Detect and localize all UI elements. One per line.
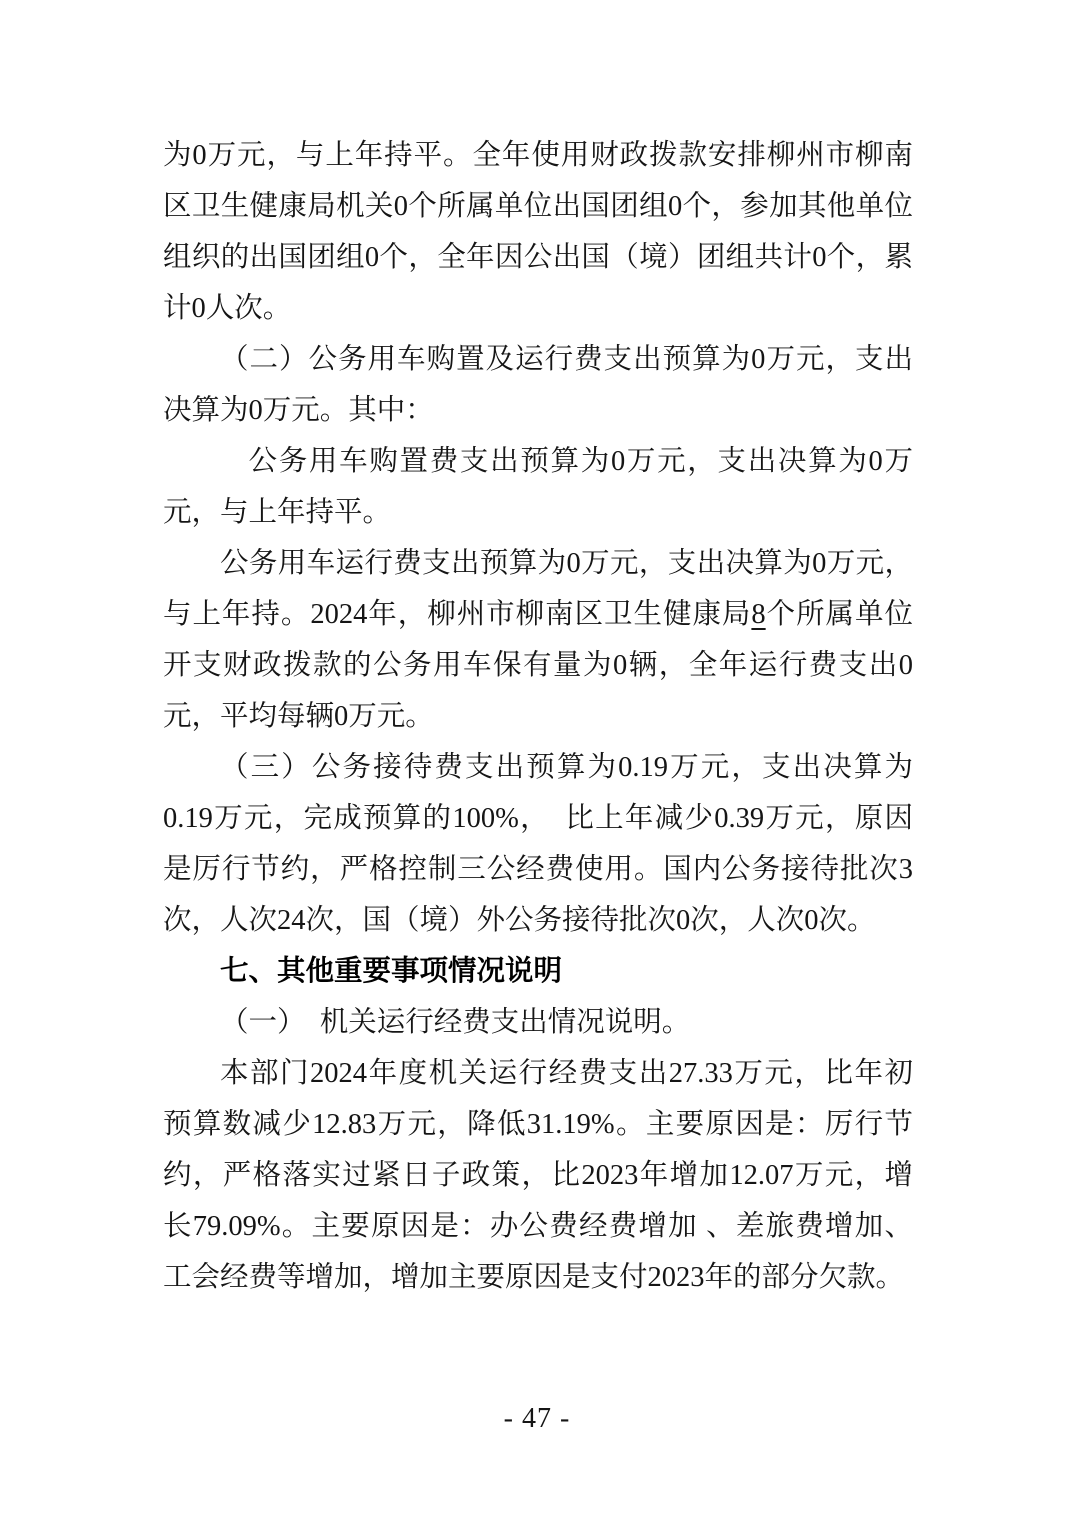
paragraph-subheading-one-operating-expense [163, 997, 913, 1048]
text-segment: 元，平均每辆0万元。 [163, 701, 434, 732]
text-segment: 个所属单位 [765, 599, 913, 630]
text-segment: 次，人次24次，国（境）外公务接待批次0次，人次0次。 [163, 905, 876, 936]
text-line [163, 640, 913, 691]
text-line [163, 283, 913, 334]
text-line [163, 793, 913, 844]
text-line [163, 1252, 913, 1303]
text-segment: 元，与上年持平。 [163, 497, 392, 528]
text-segment: 七、其他重要事项情况说明 [220, 955, 563, 987]
page-number: - 47 - [503, 1403, 571, 1434]
text-segment: （二）公务用车购置及运行费支出预算为0万元，支出 [220, 344, 913, 375]
text-segment: （三）公务接待费支出预算为0.19万元，支出决算为 [220, 752, 913, 783]
heading-section-seven-other-important-matters [163, 946, 913, 997]
paragraph-operating-expense-detail [163, 1048, 913, 1303]
text-line [163, 1150, 913, 1201]
text-line [163, 946, 913, 997]
paragraph-vehicle-purchase-and-operation [163, 334, 913, 436]
text-segment: 长79.09%。主要原因是：办公费经费增加 、差旅费增加、 [163, 1211, 913, 1242]
text-segment: 预算数减少12.83万元，降低31.19%。主要原因是：厉行节 [163, 1109, 913, 1140]
text-line [163, 232, 913, 283]
text-segment: 0.19万元，完成预算的100%， 比上年减少0.39万元，原因 [163, 803, 913, 834]
text-segment: 公务用车购置费支出预算为0万元，支出决算为0万 [248, 446, 913, 477]
text-segment: 区卫生健康局机关0个所属单位出国团组0个，参加其他单位 [163, 191, 913, 222]
text-line [163, 181, 913, 232]
text-line [163, 130, 913, 181]
text-segment: 开支财政拨款的公务用车保有量为0辆，全年运行费支出0 [163, 650, 913, 681]
text-segment: 计0人次。 [163, 293, 292, 324]
text-line [163, 742, 913, 793]
text-line [163, 844, 913, 895]
paragraph-vehicle-purchase-fee [163, 436, 913, 538]
text-line [163, 538, 913, 589]
text-line [163, 334, 913, 385]
text-line [163, 1048, 913, 1099]
text-line [163, 385, 913, 436]
text-segment: 公务用车运行费支出预算为0万元，支出决算为0万元， [220, 548, 913, 579]
text-segment: 工会经费等增加，增加主要原因是支付2023年的部分欠款。 [163, 1262, 905, 1293]
text-segment: 是厉行节约，严格控制三公经费使用。国内公务接待批次3 [163, 854, 913, 885]
text-line [163, 589, 913, 640]
underlined-number: 8 [751, 599, 766, 630]
text-segment: 为0万元，与上年持平。全年使用财政拨款安排柳州市柳南 [163, 140, 913, 171]
text-segment: 与上年持。2024年，柳州市柳南区卫生健康局 [163, 599, 752, 630]
paragraph-foreign-travel-continued [163, 130, 913, 334]
text-line [163, 436, 913, 487]
text-segment: 决算为0万元。其中： [163, 395, 434, 426]
text-segment: 约，严格落实过紧日子政策，比2023年增加12.07万元，增 [163, 1160, 913, 1191]
text-line [163, 1201, 913, 1252]
text-segment: 本部门2024年度机关运行经费支出27.33万元，比年初 [220, 1058, 913, 1089]
paragraph-official-reception-fee [163, 742, 913, 946]
text-segment: （一） 机关运行经费支出情况说明。 [220, 1007, 691, 1038]
paragraph-vehicle-operation-fee [163, 538, 913, 742]
text-line [163, 895, 913, 946]
text-line [163, 487, 913, 538]
text-line [163, 691, 913, 742]
document-body [163, 130, 913, 1303]
text-line [163, 1099, 913, 1150]
text-segment: 组织的出国团组0个，全年因公出国（境）团组共计0个，累 [163, 242, 913, 273]
text-line [163, 997, 913, 1048]
